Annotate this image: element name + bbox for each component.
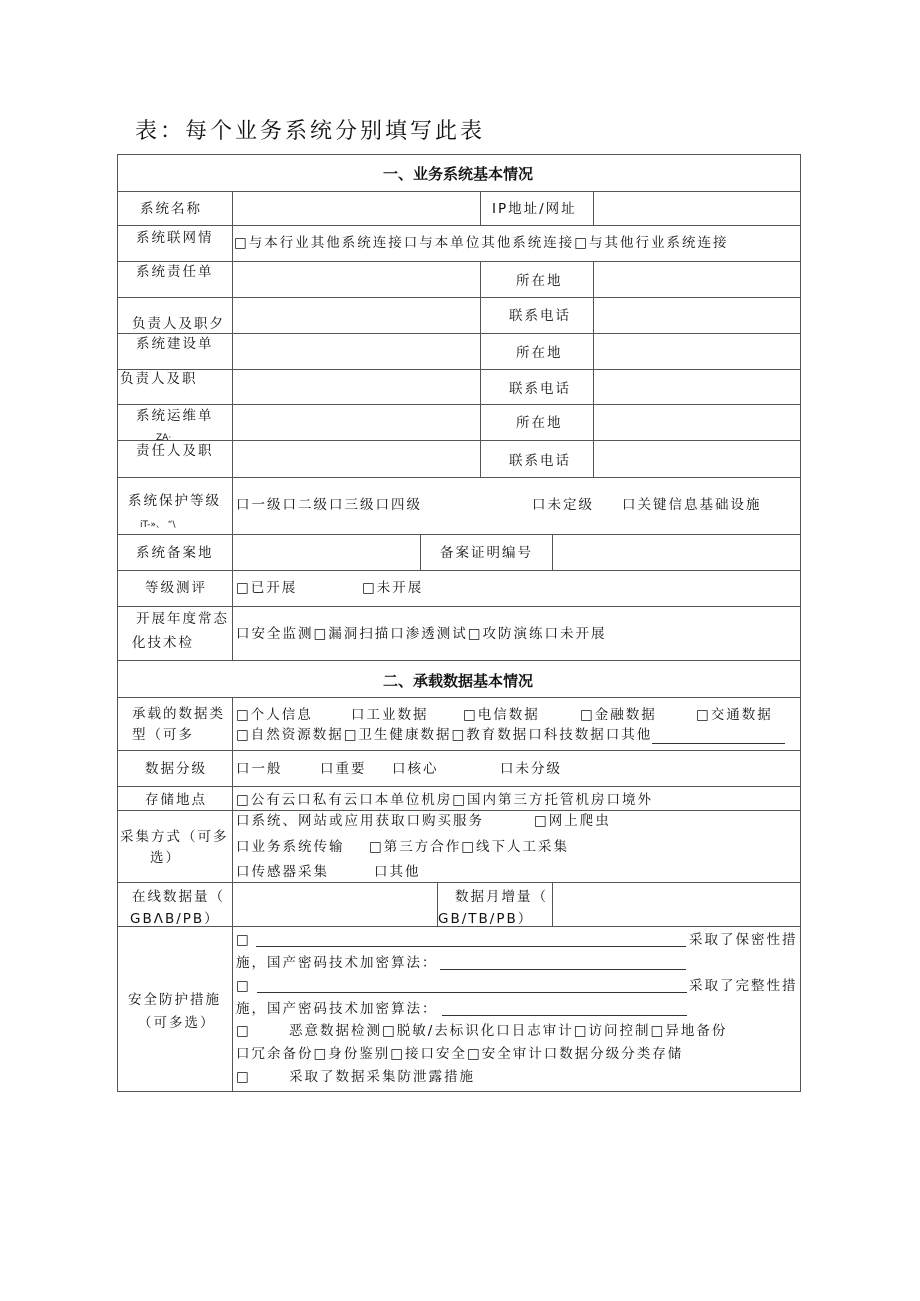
evaluation-not-done-checkbox[interactable]: □未开展 <box>362 580 424 596</box>
value-input[interactable] <box>232 261 481 298</box>
label-cell <box>117 926 233 1092</box>
evaluation-done-checkbox[interactable]: □已开展 <box>236 580 298 596</box>
form-title: 表：每个业务系统分别填写此表 <box>135 119 486 144</box>
field-label: 系统建设单 <box>136 336 214 352</box>
field-label: IP地址/网址 <box>492 201 577 217</box>
field-label: 系统名称 <box>140 201 202 217</box>
evaluation-options[interactable] <box>232 570 801 607</box>
checkbox[interactable]: □个人信息 <box>236 707 313 723</box>
checkbox[interactable]: 口核心 <box>392 761 439 777</box>
field-label: 负责人及职 <box>120 371 198 387</box>
section-title: 一、业务系统基本情况 <box>383 165 534 183</box>
field-label: 在线数据量（ <box>132 889 225 905</box>
field-label: 采集方式（可多 <box>120 829 229 845</box>
field-label: 联系电话 <box>509 381 571 397</box>
security-checkboxes[interactable]: 恶意数据检测□脱敏/去标识化口日志审计□访问控制□异地备份 <box>289 1023 728 1039</box>
value-input[interactable] <box>232 440 481 478</box>
checkbox[interactable]: 口一般 <box>236 761 283 777</box>
checkbox[interactable]: □ <box>236 1069 251 1085</box>
value-input[interactable] <box>232 297 481 334</box>
field-label: 备案证明编号 <box>440 545 533 561</box>
field-label: 开展年度常态 <box>136 611 229 627</box>
field-label: 联系电话 <box>509 308 571 324</box>
undetermined-checkbox[interactable]: 口未定级 <box>532 497 594 513</box>
data-type-checkboxes[interactable]: □自然资源数据□卫生健康数据□教育数据口科技数据口其他 <box>236 727 653 743</box>
checkbox[interactable]: □ <box>236 1023 251 1039</box>
value-input[interactable] <box>593 369 801 405</box>
checkbox[interactable]: □网上爬虫 <box>534 813 611 829</box>
monthly-volume-input[interactable] <box>552 882 801 927</box>
checkbox[interactable]: 口未分级 <box>500 761 562 777</box>
field-label: 系统运维单 <box>136 408 214 424</box>
checkbox[interactable]: 口重要 <box>320 761 367 777</box>
field-label: 系统备案地 <box>136 545 214 561</box>
checkbox[interactable]: 口工业数据 <box>351 707 429 723</box>
field-label: GBΛB/PB） <box>130 911 220 927</box>
checkbox[interactable]: 口其他 <box>374 864 421 880</box>
fill-in-blank-line[interactable] <box>442 1015 687 1016</box>
fill-in-blank-line[interactable] <box>256 946 686 947</box>
value-input[interactable] <box>593 297 801 334</box>
field-label: 负责人及职夕 <box>132 316 225 332</box>
field-label: 系统保护等级 <box>128 493 221 509</box>
value-input[interactable] <box>232 404 481 441</box>
field-label: 责任人及职 <box>136 443 214 459</box>
fill-in-blank-line[interactable] <box>440 969 686 970</box>
field-label: 所在地 <box>516 345 563 361</box>
label-cell <box>117 810 233 883</box>
field-label: GB/TB/PB） <box>438 911 534 927</box>
system-name-input[interactable] <box>232 191 481 226</box>
field-label: 选） <box>150 850 181 866</box>
field-label: 存储地点 <box>145 792 207 808</box>
checkbox[interactable]: □ <box>236 978 251 994</box>
field-label: 数据分级 <box>145 761 207 777</box>
fill-in-blank-line[interactable] <box>257 992 687 993</box>
value-input[interactable] <box>232 369 481 405</box>
field-label: 所在地 <box>516 273 563 289</box>
checkbox[interactable]: 口业务系统传输 <box>236 839 345 855</box>
cert-input[interactable] <box>552 534 801 571</box>
checkbox[interactable]: 口传感器采集 <box>236 864 329 880</box>
network-checkboxes[interactable]: □与本行业其他系统连接口与本单位其他系统连接□与其他行业系统连接 <box>234 235 729 251</box>
field-label: 化技术检 <box>132 635 194 651</box>
online-volume-input[interactable] <box>232 882 438 927</box>
field-label: 所在地 <box>516 415 563 431</box>
value-input[interactable] <box>593 440 801 478</box>
fill-in-blank-line[interactable] <box>652 743 785 744</box>
section-title: 二、承载数据基本情况 <box>383 672 534 690</box>
field-label: ZA· <box>156 433 172 443</box>
checkbox[interactable]: □第三方合作□线下人工采集 <box>369 839 570 855</box>
value-input[interactable] <box>593 261 801 298</box>
field-label: 数据月增量（ <box>455 889 548 905</box>
field-label: 型（可多 <box>132 727 194 743</box>
field-label: 联系电话 <box>509 453 571 469</box>
checkbox[interactable]: □金融数据 <box>580 707 657 723</box>
value-input[interactable] <box>593 404 801 441</box>
filing-input[interactable] <box>232 534 421 571</box>
field-label: （可多选） <box>138 1015 216 1031</box>
value-input[interactable] <box>593 333 801 370</box>
field-label: 施，国产密码技术加密算法： <box>236 955 438 971</box>
field-label: 采取了保密性措 <box>689 932 798 948</box>
checkbox[interactable]: □ <box>236 932 251 948</box>
level-checkboxes[interactable]: 口一级口二级口三级口四级 <box>236 497 422 513</box>
field-label: 承载的数据类 <box>132 706 225 722</box>
value-input[interactable] <box>232 333 481 370</box>
field-label: 等级测评 <box>145 580 207 596</box>
field-label: 采取了完整性措 <box>689 978 798 994</box>
field-label: 系统责任单 <box>136 264 214 280</box>
field-label: 安全防护措施 <box>128 992 221 1008</box>
checkbox[interactable]: □电信数据 <box>463 707 540 723</box>
field-label: 采取了数据采集防泄露措施 <box>289 1069 475 1085</box>
checkbox[interactable]: □交通数据 <box>696 707 773 723</box>
ip-input[interactable] <box>593 191 801 226</box>
annual-check-checkboxes[interactable]: 口安全监测□漏洞扫描口渗透测试□攻防演练口未开展 <box>236 626 607 642</box>
field-label: 系统联网情 <box>136 230 214 246</box>
cii-checkbox[interactable]: 口关键信息基础设施 <box>622 497 762 513</box>
security-checkboxes[interactable]: 口冗余备份□身份鉴别□接口安全□安全审计口数据分级分类存储 <box>236 1046 684 1062</box>
field-label: iT-»、 “\ <box>140 520 176 530</box>
storage-checkboxes[interactable]: □公有云口私有云口本单位机房□国内第三方托管机房口境外 <box>236 792 654 808</box>
field-label: 施，国产密码技术加密算法： <box>236 1001 438 1017</box>
checkbox[interactable]: 口系统、网站或应用获取口购买服务 <box>236 813 484 829</box>
